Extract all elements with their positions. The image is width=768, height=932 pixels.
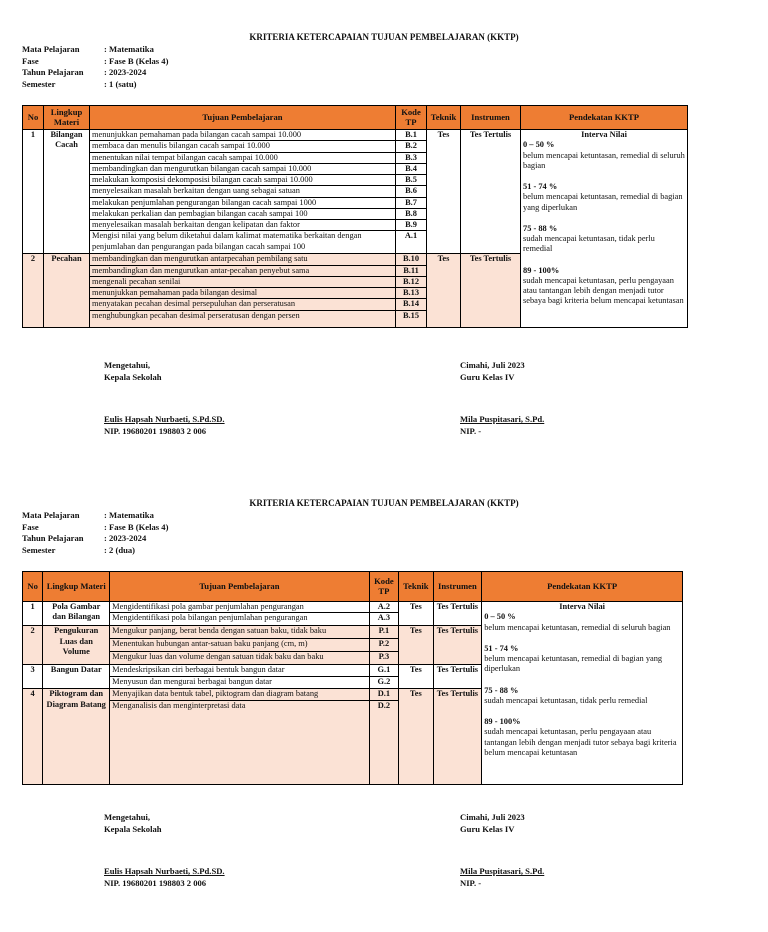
sig-line: Guru Kelas IV	[460, 823, 515, 834]
sig-line: Kepala Sekolah	[104, 823, 162, 834]
row-teknik: Tes	[399, 665, 433, 689]
tp-code: B.14	[396, 299, 427, 310]
meta-key: Tahun Pelajaran	[22, 67, 84, 78]
header-kode: Kode TP	[369, 572, 398, 602]
kktp-desc: belum mencapai ketuntasan, remedial di seluruh bagian	[484, 622, 671, 632]
tp-text: membandingkan dan mengurutkan antar-pecahan penyebut sama	[90, 265, 396, 276]
meta-key: Mata Pelajaran	[22, 44, 80, 54]
kktp-heading: Interva Nilai	[559, 602, 606, 611]
tp-code: B.6	[396, 186, 427, 197]
meta-value: : 2023-2024	[104, 67, 147, 78]
row-materi: Piktogram dan Diagram Batang	[43, 689, 110, 785]
header-no: No	[23, 572, 43, 602]
kktp-range: 89 - 100%	[484, 717, 521, 726]
meta-key: Mata Pelajaran	[22, 510, 80, 520]
kktp-range: 51 - 74 %	[523, 182, 558, 191]
tp-code: B.13	[396, 288, 427, 299]
meta-value: : 1 (satu)	[104, 78, 137, 89]
kktp-range: 0 – 50 %	[523, 140, 555, 150]
tp-code: B.10	[396, 254, 427, 265]
tp-text: membandingkan dan mengurutkan bilangan cacah sampai 10.000	[90, 163, 396, 174]
kktp-desc: belum mencapai ketuntasan, remedial di bagian yang diperlukan	[484, 654, 663, 674]
kktp-range: 51 - 74 %	[484, 643, 519, 653]
row-instrumen: Tes Tertulis	[433, 626, 482, 665]
sig-nip: NIP. 19680201 198803 2 006	[104, 877, 207, 888]
tp-code: B.9	[396, 220, 427, 231]
tp-text: Menganalisis dan menginterpretasi data	[110, 701, 370, 785]
sig-line: Mengetahui,	[104, 360, 151, 370]
tp-code: P.3	[369, 652, 398, 665]
header-no: No	[23, 106, 44, 130]
header-instrumen: Instrumen	[433, 572, 482, 602]
sig-name: Mila Puspitasari, S.Pd.	[460, 866, 545, 877]
sig-name: Eulis Hapsah Nurbaeti, S.Pd.SD.	[104, 866, 225, 877]
kktp-desc: sudah mencapai ketuntasan, perlu pengayaan atau tantangan lebih dengan menjadi tutor sebaya bagi kriteria belum mencapai ketuntasan	[523, 275, 684, 306]
tp-code: B.4	[396, 163, 427, 174]
meta-value: : Matematika	[104, 510, 154, 520]
tp-text: menentukan nilai tempat bilangan cacah sampai 10.000	[90, 152, 396, 163]
tp-text: Mengidentifikasi pola bilangan penjumlahan pengurangan	[110, 613, 370, 626]
meta-value: : Matematika	[104, 44, 154, 54]
doc2-sig-left	[104, 812, 225, 889]
kktp-range: 89 - 100%	[523, 265, 560, 275]
tp-text: membandingkan dan mengurutkan antarpecahan pembilang satu	[90, 254, 396, 265]
row-no: 3	[23, 665, 43, 689]
tp-code: P.2	[369, 639, 398, 652]
tp-text: Mengisi nilai yang belum diketahui dalam kalimat matematika berkaitan dengan penjumlahan dan pengurangan pada bilangan cacah sampai 100	[90, 231, 396, 254]
tp-text: membaca dan menulis bilangan cacah sampai 10.000	[90, 141, 396, 152]
doc1-sig-right	[460, 360, 544, 437]
row-materi: Bilangan Cacah	[44, 130, 90, 254]
kktp-range: 75 - 88 %	[484, 685, 519, 695]
row-materi: Pecahan	[44, 254, 90, 327]
row-teknik: Tes	[399, 689, 433, 785]
meta-key: Tahun Pelajaran	[22, 533, 84, 544]
table-row	[23, 602, 683, 613]
row-materi: Bangun Datar	[43, 665, 110, 689]
sig-line: Kepala Sekolah	[104, 371, 162, 382]
sig-line: Mengetahui,	[104, 812, 151, 822]
header-materi: Lingkup Materi	[44, 106, 90, 130]
header-materi: Lingkup Materi	[43, 572, 110, 602]
kktp-desc: belum mencapai ketuntasan, remedial di seluruh bagian	[523, 150, 685, 170]
row-no: 4	[23, 689, 43, 785]
doc1-kktp-table	[22, 105, 688, 328]
kktp-range: 0 – 50 %	[484, 612, 516, 622]
table-header-row	[23, 106, 688, 130]
row-instrumen: Tes Tertulis	[433, 689, 482, 785]
tp-code: B.2	[396, 141, 427, 152]
kktp-cell	[521, 130, 688, 328]
tp-text: melakukan penjumlahan pengurangan bilangan cacah sampai 1000	[90, 197, 396, 208]
tp-text: mengenali pecahan senilai	[90, 276, 396, 287]
doc2-sig-right	[460, 812, 544, 889]
meta-value: : 2 (dua)	[104, 544, 136, 555]
tp-code: B.1	[396, 130, 427, 141]
row-no: 1	[23, 602, 43, 626]
doc1-title: KRITERIA KETERCAPAIAN TUJUAN PEMBELAJARAN (KKTP)	[249, 32, 519, 42]
row-instrumen: Tes Tertulis	[461, 254, 521, 327]
row-instrumen: Tes Tertulis	[433, 665, 482, 689]
header-tujuan: Tujuan Pembelajaran	[110, 572, 370, 602]
tp-code: D.1	[369, 689, 398, 701]
row-instrumen: Tes Tertulis	[461, 130, 521, 254]
table-row	[23, 130, 688, 141]
sig-name: Mila Puspitasari, S.Pd.	[460, 414, 545, 425]
tp-text: melakukan komposisi dekomposisi bilangan cacah sampai 10.000	[90, 175, 396, 186]
doc1-sig-left	[104, 360, 225, 437]
sig-line: Guru Kelas IV	[460, 371, 515, 382]
meta-value: : Fase B (Kelas 4)	[104, 521, 169, 532]
tp-code: A.2	[369, 602, 398, 613]
doc2-kktp-table	[22, 571, 683, 785]
kktp-cell	[482, 602, 683, 785]
tp-code: B.11	[396, 265, 427, 276]
tp-text: menyelesaikan masalah berkaitan dengan kelipatan dan faktor	[90, 220, 396, 231]
tp-code: B.7	[396, 197, 427, 208]
row-no: 1	[23, 130, 44, 254]
tp-code: B.3	[396, 152, 427, 163]
tp-code: B.5	[396, 175, 427, 186]
tp-text: menyelesaikan masalah berkaitan dengan uang sebagai satuan	[90, 186, 396, 197]
tp-code: B.15	[396, 310, 427, 327]
tp-text: Mengukur panjang, berat benda dengan satuan baku, tidak baku	[110, 626, 370, 639]
header-kode: Kode TP	[396, 106, 427, 130]
header-kktp: Pendekatan KKTP	[521, 106, 688, 130]
tp-text: Mengukur luas dan volume dengan satuan tidak baku dan baku	[110, 652, 370, 665]
row-no: 2	[23, 254, 44, 327]
sig-nip: NIP. -	[460, 425, 482, 436]
row-teknik: Tes	[427, 130, 461, 254]
kktp-desc: belum mencapai ketuntasan, remedial di bagian yang diperlukan	[523, 192, 683, 212]
tp-text: Mendeskripsikan ciri berbagai bentuk bangun datar	[110, 665, 370, 677]
tp-code: A.1	[396, 231, 427, 254]
header-teknik: Teknik	[399, 572, 433, 602]
tp-code: A.3	[369, 613, 398, 626]
sig-nip: NIP. -	[460, 877, 482, 888]
tp-text: menyatakan pecahan desimal persepuluhan dan perseratusan	[90, 299, 396, 310]
doc2-title: KRITERIA KETERCAPAIAN TUJUAN PEMBELAJARAN (KKTP)	[249, 498, 519, 508]
row-teknik: Tes	[399, 602, 433, 626]
tp-text: Mengidentifikasi pola gambar penjumlahan pengurangan	[110, 602, 370, 613]
tp-code: P.1	[369, 626, 398, 639]
meta-key: Semester	[22, 544, 56, 555]
tp-code: G.2	[369, 677, 398, 689]
doc1-meta	[22, 44, 168, 90]
meta-value: : Fase B (Kelas 4)	[104, 55, 169, 66]
tp-text: Menyajikan data bentuk tabel, piktogram dan diagram batang	[110, 689, 370, 701]
kktp-desc: sudah mencapai ketuntasan, perlu pengayaan atau tantangan lebih dengan menjadi tutor sebaya bagi kriteria belum mencapai ketuntasan	[484, 727, 677, 757]
sig-line: Cimahi, Juli 2023	[460, 812, 525, 822]
header-teknik: Teknik	[427, 106, 461, 130]
tp-code: B.12	[396, 276, 427, 287]
doc2-meta	[22, 510, 168, 556]
tp-text: menunjukkan pemahaman pada bilangan desimal	[90, 288, 396, 299]
kktp-desc: sudah mencapai ketuntasan, tidak perlu remedial	[484, 695, 648, 705]
row-teknik: Tes	[399, 626, 433, 665]
row-no: 2	[23, 626, 43, 665]
header-kktp: Pendekatan KKTP	[482, 572, 683, 602]
sig-nip: NIP. 19680201 198803 2 006	[104, 425, 207, 436]
row-teknik: Tes	[427, 254, 461, 327]
header-tujuan: Tujuan Pembelajaran	[90, 106, 396, 130]
tp-text: Menyusun dan mengurai berbagai bangun datar	[110, 677, 370, 689]
header-instrumen: Instrumen	[461, 106, 521, 130]
kktp-heading: Interva Nilai	[581, 130, 627, 139]
kktp-range: 75 - 88 %	[523, 223, 558, 233]
kktp-desc: sudah mencapai ketuntasan, tidak perlu remedial	[523, 234, 655, 254]
row-instrumen: Tes Tertulis	[433, 602, 482, 626]
sig-line: Cimahi, Juli 2023	[460, 360, 525, 370]
tp-text: menghubungkan pecahan desimal perseratusan dengan persen	[90, 310, 396, 327]
sig-name: Eulis Hapsah Nurbaeti, S.Pd.SD.	[104, 414, 225, 425]
meta-key: Semester	[22, 78, 56, 89]
tp-code: B.8	[396, 208, 427, 219]
tp-code: D.2	[369, 701, 398, 785]
tp-text: Menentukan hubungan antar-satuan baku panjang (cm, m)	[110, 639, 370, 652]
row-materi: Pengukuran Luas dan Volume	[43, 626, 110, 665]
row-materi: Pola Gambar dan Bilangan	[43, 602, 110, 626]
meta-key: Fase	[22, 521, 39, 532]
meta-key: Fase	[22, 55, 39, 66]
tp-code: G.1	[369, 665, 398, 677]
table-header-row	[23, 572, 683, 602]
tp-text: menunjukkan pemahaman pada bilangan cacah sampai 10.000	[90, 130, 396, 141]
meta-value: : 2023-2024	[104, 533, 147, 544]
tp-text: melakukan perkalian dan pembagian bilangan cacah sampai 100	[90, 208, 396, 219]
